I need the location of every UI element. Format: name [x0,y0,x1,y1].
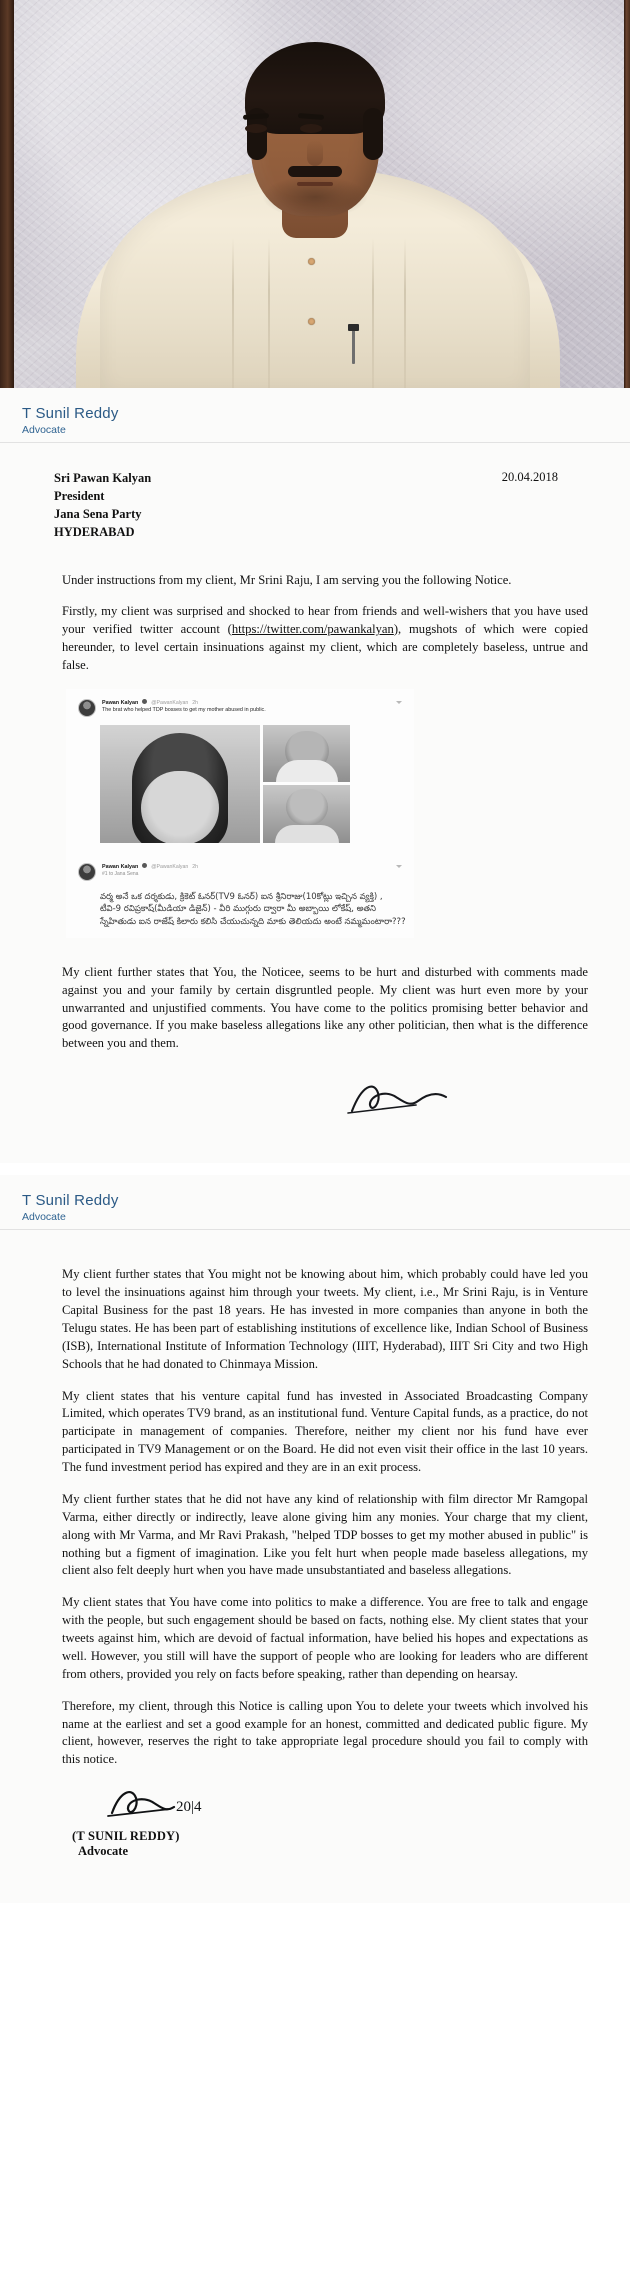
tweet-media-photo-bottom [263,785,350,843]
subject-eye-right [300,124,322,133]
paragraph-tv9-investment: My client states that his venture capital fund has invested in Associated Broadcasting Company Limited, which operates TV9 brand, as an institutional fund. Venture Capital funds, as a practice, do not participate in management of companies. Therefore, neither my client nor his fund have ever participated in TV9 Management or on the Board. He did not even visit their office in the last 10 years. The fund investment period has expired and they are in an exit process. [62,1388,588,1475]
tweet-1 [74,695,406,719]
chevron-down-icon [396,701,402,704]
letter-body-page-2 [0,1230,630,1903]
para2-before-link: Firstly, my client was surprised and shocked to hear from friends and well-wishers that you have used your verified twitter account ( [62,604,588,637]
embedded-tweet-screenshot [66,689,414,938]
letter-page-1 [0,388,630,1163]
photo-frame-right [624,0,630,388]
avatar [78,699,96,717]
paragraph-about-client: My client further states that You might not be knowing about him, which probably could have led you to level the insinuations against him through your tweets. My client, i.e., Mr Srini Raju, is in Venture Capital Business for the past 18 years. He has invested in more companies than anyone in both the Telugu states. He has been part of establishing institutions of excellence like, Indian School of Business (ISB), International Institute of Information Technology (IIIT, Hyderabad), IIIT Sri City and two High Schools that he had donated to Chinmaya Mission. [62,1267,588,1371]
tweet-display-name: Pawan Kalyan [102,863,139,870]
paragraph-ramgopal-varma: My client further states that he did not have any kind of relationship with film director Mr Ramgopal Varma, either directly or indirectly, leave alone giving him any monies. Your charge that my client, along with Mr Varma, and Mr Ravi Prakash, "helped TDP bosses to get my mother abused in public" is nothing but a figment of imagination. Like you felt hurt when people made baseless allegations, my client also felt deeply hurt when you have made unsubstantiated and baseless allegations. [62,1491,588,1578]
tweet-text: The brat who helped TDP bosses to get my mother abused in public. [102,706,266,713]
pocket-pen-icon [352,330,355,364]
kurta-fold [372,238,374,388]
letterhead-role: Advocate [22,1210,66,1223]
signatory-name: (T SUNIL REDDY) [72,1829,180,1844]
letter-date: 20.04.2018 [501,470,558,485]
verified-badge-icon [142,699,147,704]
addressee-line: HYDERABAD [54,525,135,540]
chevron-down-icon [396,865,402,868]
letterhead-page-1 [0,388,630,443]
paragraph-politics-difference: My client states that You have come into politics to make a difference. You are free to talk and engage with the people, but such engagement should be based on facts, nothing else. My client states that your tweets against him, which are devoid of factual information, have belied his hopes and expectations as well. However, you still will have the support of people who are looking for leaders who are different from others, provided you rely on facts before speaking, rather than depending on hearsay. [62,1595,588,1681]
letterhead-name: T Sunil Reddy [22,405,119,422]
verified-badge-icon [142,863,147,868]
paragraph-firstly [54,603,600,675]
handwritten-signature [104,1783,234,1829]
handwritten-signature [344,1071,464,1131]
signatory-role: Advocate [78,1844,128,1859]
tweet-text-telugu: వర్మ అనే ఒక దర్శకుడు, క్రికెట్ ఓనర్(TV9 ఓనర్) ఐన శ్రీనిరాజు(10కోట్లు ఇచ్చిన వ్యక్తి) , టీవి-9 రవిప్రకాష్(మీడియా డిజైన్) - వీరి ముగ్గురు ద్వారా మీ అబ్బాయి లోకేష్, అతని స్నేహితుడు ఐన రాజేష్ కిలారు కలిసి చేయుచున్నది మాకు తెలియదు అంటే నమ్మమంటారా??? [100,891,406,927]
bottom-spacer [54,1859,600,1893]
address-and-date-row [54,469,600,542]
tweet-timestamp: 2h [192,699,199,706]
tweet-media-photo-top [263,725,350,783]
tweet-media-photo-main [100,725,260,843]
kurta-fold [232,238,234,388]
signature-area-page-1 [54,1067,600,1137]
letterhead-name: T Sunil Reddy [22,1192,119,1210]
portrait-photo [0,0,630,388]
avatar [78,863,96,881]
tweet-2 [74,859,406,883]
letter-body-page-1 [0,443,630,1147]
subject-nose [307,140,323,166]
subject-eye-left [245,124,267,133]
twitter-account-link[interactable]: https://twitter.com/pawankalyan [231,622,394,637]
photo-frame-left [0,0,14,388]
paragraph-demand-delete-tweets: Therefore, my client, through this Notice is calling upon You to delete your tweets which involved his name at the earliest and set a good example for an honest, committed and dedicated public figure. My client, however, reserves the right to take appropriate legal procedure should you fail to comply with this notice. [62,1698,588,1767]
para2-after-link: ), mugshots of which were copied hereunder, to level certain insinuations against my client, which are completely baseless, untrue and false. [62,622,588,673]
handwritten-date: 20|4 [176,1799,202,1816]
page-separator [0,1163,630,1175]
addressee-block [54,469,151,542]
addressee-line: Sri Pawan Kalyan [54,471,152,486]
kurta-button [308,318,315,325]
addressee-line: President [54,489,105,504]
paragraph-noticee-hurt: My client further states that You, the Noticee, seems to be hurt and disturbed with comments made against you and your family by certain disgruntled people. My client was hurt even more by your unwarranted and unjustified comments. You have come to the politics promising better behavior and good governance. If you make baseless allegations like any other politician, then what is the difference between you and them. [62,964,588,1051]
tweet-subtext: #1 to Jana Sena [102,870,139,877]
tweet-handle: @PawanKalyan [151,699,189,706]
kurta-fold [268,238,270,388]
tweet-display-name: Pawan Kalyan [102,699,139,706]
kurta-button [308,258,315,265]
tweet-media-grid [100,725,350,843]
letterhead-role: Advocate [22,423,66,436]
letterhead-page-2 [0,1175,630,1230]
addressee-line: Jana Sena Party [54,507,142,522]
kurta-fold [404,238,406,388]
letter-page-2 [0,1175,630,1903]
subject-moustache [288,166,342,177]
tweet-timestamp: 2h [192,863,199,870]
paragraph-instructions: Under instructions from my client, Mr Srini Raju, I am serving you the following Notice. [62,572,512,587]
subject-mouth [297,182,333,186]
tweet-handle: @PawanKalyan [151,863,189,870]
signature-block-page-2 [54,1783,600,1859]
